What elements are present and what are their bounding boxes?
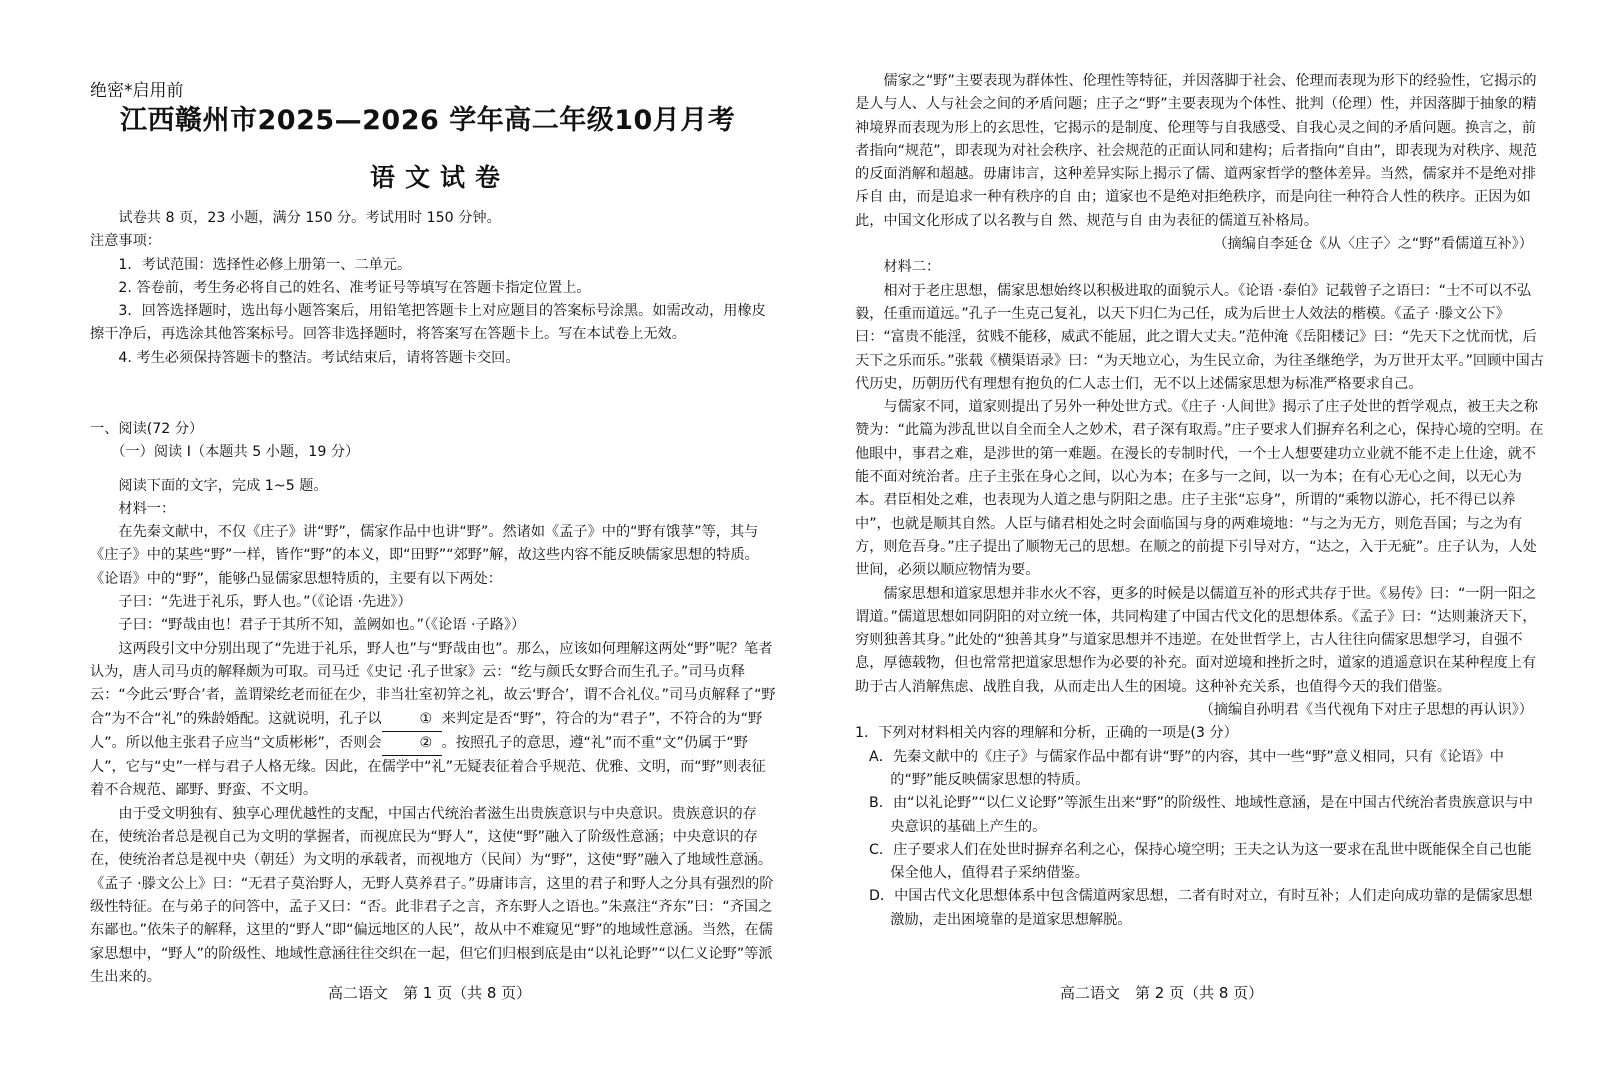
exam-instructions [90, 207, 778, 370]
question-option-a: A．先秦文献中的《庄子》与儒家作品中都有讲“野”的内容，其中一些“野”意义相同，只有《论语》中的“野”能反映儒家思想的特质。 [869, 748, 1504, 788]
material-2-paragraph: 儒家思想和道家思想并非水火不容，更多的时候是以儒道互补的形式共存于世。《易传》曰：“一阴一阳之谓道。”儒道思想如同阴阳的对立统一体，共同构建了中国古代文化的思想体系。《孟子》曰：“达则兼济天下，穷则独善其身。”此处的“独善其身”与道家思想并不违逆。在处世哲学上，古人往往向儒家思想学习，自强不息，厚德载物，但也常常把道家思想作为必要的补充。面对逆境和挫折之时，道家的逍遥意识在某种程度上有助于古人消解焦虑、战胜自我，从而走出人生的困境。这种补充关系，也值得今天的我们借鉴。 [855, 585, 1537, 695]
material-1-paragraph: 儒家之“野”主要表现为群体性、伦理性等特征，并因落脚于社会、伦理而表现为形下的经验性，它揭示的是人与人、人与社会之间的矛盾问题；庄子之“野”主要表现为个体性、批判（伦理）性，并因落脚于抽象的精神境界而表现为形上的玄思性，它揭示的是制度、伦理等与自我感受、自我心灵之间的矛盾问题。换言之，前者指向“规范”，即表现为对社会秩序、社会规范的正面认同和建构；后者指向“自由”，即表现为对秩序、规范的反面消解和超越。毋庸讳言，这种差异实际上揭示了儒、道两家哲学的整体差异。当然，儒家并不是绝对排斥自 由，而是追求一种有秩序的自 由；道家也不是绝对拒绝秩序，而是向往一种符合人性的秩序。正因为如此，中国文化形成了以名教与自 然、规范与自 由为表征的儒道互补格局。 [855, 73, 1538, 229]
exam-subtitle: 语文试卷 [370, 163, 511, 192]
paragraph-text: 这两段引文中分别出现了“先进于礼乐，野人也”与“野哉由也”。那么，应该如何理解这两处“野”呢？笔者认为，唐人司马贞的解释颇为可取。司马迁《史记 ·孔子世家》云：“纥与颜氏女野合而生孔子。”司马贞释云：“今此云‘野合’者，盖谓梁纥老而征在少，非当壮室初笄之礼，故云‘野合’，谓不合礼仪。”司马贞解释了“野合”为不合“礼”的殊龄婚配。这就说明，孔子以 [90, 640, 776, 727]
confidential-label: 绝密*启用前 [90, 81, 184, 101]
answer-blank-2: ② [382, 732, 442, 756]
quote: 子曰：“先进于礼乐，野人也。”（《论语 ·先进》） [118, 594, 412, 611]
notice-item: 4. 考生必须保持答题卡的整洁。考试结束后，请将答题卡交回。 [118, 349, 520, 366]
page-2-footer: 高二语文 第 2 页（共 8 页） [1060, 984, 1264, 1002]
material-2-label: 材料二： [883, 259, 941, 276]
reading-instruction: 阅读下面的文字，完成 1~5 题。 [118, 477, 328, 494]
question-option-d: D．中国古代文化思想体系中包含儒道两家思想，二者有时对立，有时互补；人们走向成功靠的是儒家思想激励，走出困境靠的是道家思想解脱。 [869, 888, 1533, 928]
question-option-c: C．庄子要求人们在处世时摒弃名利之心，保持心境空明；王夫之认为这一要求在乱世中既能保全自己也能保全他人，值得君子采纳借鉴。 [869, 841, 1532, 882]
material-1-paragraph [90, 638, 778, 803]
notice-item: 1．考试范围：选择性必修上册第一、二单元。 [118, 256, 412, 273]
material-1-paragraph: 由于受文明独有、独享心理优越性的支配，中国古代统治者滋生出贵族意识与中央意识。贵族意识的存在，使统治者总是视自己为文明的掌握者，而视庶民为“野人”，这使“野”融入了阶级性意涵；中央意识的存在，使统治者总是视中央（朝廷）为文明的承载者，而视地方（民间）为“野”，这使“野”融入了地域性意涵。《孟子 ·滕文公上》曰：“无君子莫治野人，无野人莫养君子。”毋庸讳言，这里的君子和野人之分具有强烈的阶级性特征。在与弟子的问答中，孟子又曰：“否。此非君子之言，齐东野人之语也。”朱熹注“齐东”曰：“齐国之东鄙也。”依朱子的解释，这里的“野人”即“偏远地区的人民”，故从中不难窥见“野”的地域性意涵。当然，在儒家思想中，“野人”的阶级性、地域性意涵往往交织在一起，但它们归根到底是由“以礼论野”“以仁义论野”等派生出来的。 [90, 805, 774, 985]
intro-text: 试卷共 8 页，23 小题，满分 150 分。考试用时 150 分钟。 [118, 210, 501, 226]
paragraph-text: 来判定是否“野”，符合的为“君子”，不符合的为“野人”。所以他主张君子应当“文质彬彬”，否则会 [90, 710, 763, 751]
notice-label: 注意事项： [90, 233, 161, 250]
page-bottom-edge [0, 1052, 1624, 1079]
material-2-paragraph: 相对于老庄思想，儒家思想始终以积极进取的面貌示人。《论语 ·泰伯》记载曾子之语曰：“士不可以不弘毅，任重而道远。”孔子一生克己复礼，以天下归仁为己任，成为后世士人效法的楷模。《孟子 ·滕文公下》曰：“富贵不能淫，贫贱不能移，威武不能屈，此之谓大丈夫。”范仲淹《岳阳楼记》曰：“先天下之忧而忧，后天下之乐而乐。”张载《横渠语录》曰：“为天地立心，为生民立命，为往圣继绝学，为万世开太平。”回顾中国古代历史，历朝历代有理想有抱负的仁人志士们，无不以上述儒家思想为标准严格要求自己。 [855, 282, 1544, 392]
source-citation: （摘编自李延仓《从〈庄子〉之“野”看儒道互补》） [1213, 236, 1533, 253]
reading-section [90, 418, 778, 989]
material-1-paragraph: 在先秦文献中，不仅《庄子》讲“野”，儒家作品中也讲“野”。然诸如《孟子》中的“野有饿莩”等，其与《庄子》中的某些“野”一样，皆作“野”的本义，即“田野”“郊野”解，故这些内容不能反映儒家思想的特质。《论语》中的“野”，能够凸显儒家思想特质的，主要有以下两处： [90, 524, 759, 587]
material-2-paragraph: 与儒家不同，道家则提出了另外一种处世方式。《庄子 ·人间世》揭示了庄子处世的哲学观点，被王夫之称赞为：“此篇为涉乱世以自全而全人之妙术，君子深有取焉。”庄子要求人们摒弃名利之心，保持心境的空明。在他眼中，事君之难，是涉世的第一难题。在漫长的专制时代，一个士人想要建功立业就不能不走上仕途，就不能不面对统治者。庄子主张在身心之间，以心为本；在多与一之间，以一为本；在有心无心之间，以无心为本。君臣相处之难，也表现为人道之患与阴阳之患。庄子主张“忘身”，所谓的“乘物以游心，托不得已以养中”，也就是顺其自然。人臣与储君相处之时会面临国与身的两难境地：“与之为无方，则危吾国；与之为有方，则危吾身。”庄子提出了顺物无己的思想。在顺之的前提下引导对方，“达之，入于无疵”。庄子认为，人处世间，必须以顺应物情为要。 [855, 399, 1544, 579]
exam-title: 江西赣州市2025—2026 学年高二年级10月月考 [120, 105, 736, 136]
source-citation: （摘编自孙明君《当代视角下对庄子思想的再认识》） [1199, 702, 1533, 719]
notice-item: 3．回答选择题时，选出每小题答案后，用铅笔把答题卡上对应题目的答案标号涂黑。如需改动，用橡皮擦干净后，再选涂其他答案标号。回答非选择题时，将答案写在答题卡上。写在本试卷上无效。 [90, 303, 766, 343]
quote: 子曰：“野哉由也！君子于其所不知，盖阙如也。”（《论语 ·子路》） [118, 617, 526, 634]
question-option-b: B．由“以礼论野”“以仁义论野”等派生出来“野”的阶级性、地域性意涵，是在中国古代统治者贵族意识与中央意识的基础上产生的。 [869, 795, 1533, 835]
page-1-footer: 高二语文 第 1 页（共 8 页） [328, 984, 532, 1002]
material-1-label: 材料一： [118, 500, 176, 517]
subsection-heading: （一）阅读 Ⅰ（本题共 5 小题，19 分） [111, 444, 360, 461]
question-1-stem: 1．下列对材料相关内容的理解和分析，正确的一项是(3 分） [855, 725, 1238, 742]
page-2-content [855, 70, 1545, 932]
paragraph-text: 。按照孔子的意思，遵“礼”而不重“文”仍属于“野人”，它与“史”一样与君子人格无缘。因此，在儒学中“礼”无疑表征着合乎规范、优雅、文明，而“野”则表征着不合规范、鄙野、野蛮、不文明。 [90, 734, 766, 799]
answer-blank-1: ① [382, 708, 442, 732]
section-heading: 一、阅读(72 分） [90, 421, 204, 437]
notice-item: 2. 答卷前，考生务必将自己的姓名、准考证号等填写在答题卡指定位置上。 [118, 279, 591, 296]
